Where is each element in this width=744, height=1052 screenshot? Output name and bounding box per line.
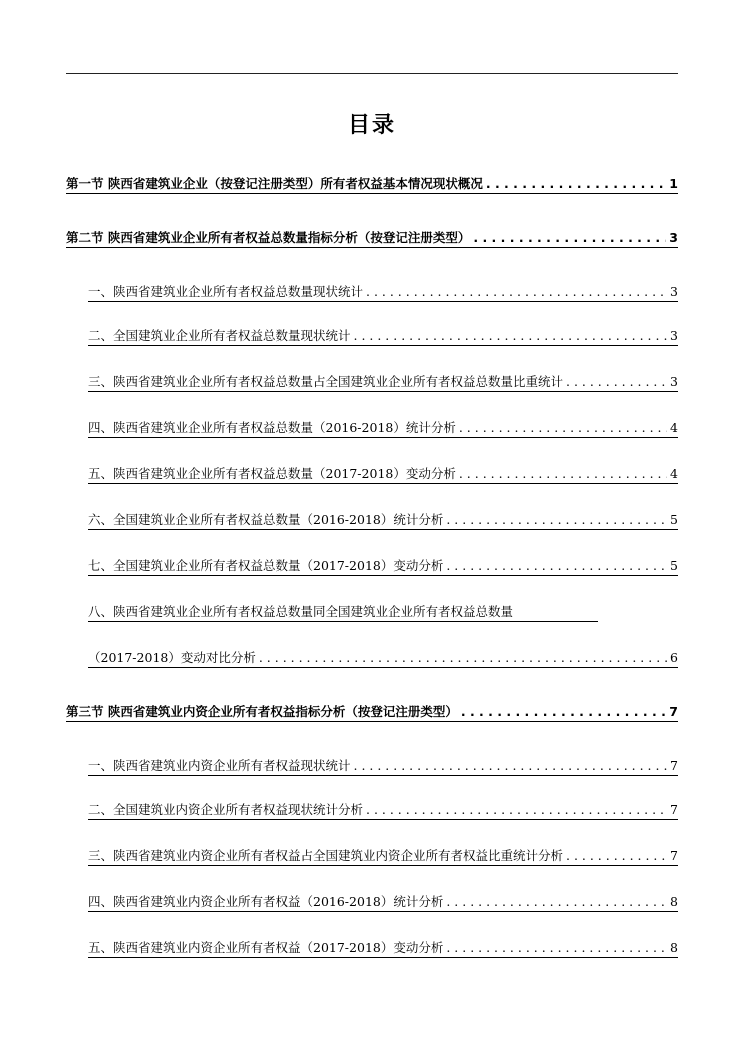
toc-leader-dots [366, 802, 667, 817]
toc-leader-dots [473, 230, 666, 245]
toc-leader-dots [446, 512, 667, 527]
toc-page-number: 3 [669, 230, 678, 245]
toc-leader-dots [566, 848, 667, 863]
toc-entry-3-5[interactable] [88, 938, 678, 958]
toc-page-number: 3 [670, 374, 678, 389]
toc-page-number: 7 [670, 802, 678, 817]
toc-page-number: 6 [670, 650, 678, 665]
toc-entry-label: 三、陕西省建筑业企业所有者权益总数量占全国建筑业企业所有者权益总数量比重统计 [88, 374, 564, 389]
toc-title: 目录 [347, 113, 396, 138]
toc-entry-2-8-line-1[interactable] [88, 602, 598, 622]
toc-page-number: 7 [669, 704, 678, 719]
toc-leader-dots [366, 284, 667, 299]
toc-entry-label: 一、陕西省建筑业内资企业所有者权益现状统计 [88, 758, 351, 773]
toc-entry-label: 三、陕西省建筑业内资企业所有者权益占全国建筑业内资企业所有者权益比重统计分析 [88, 848, 564, 863]
toc-page-number: 3 [670, 284, 678, 299]
toc-page-number: 7 [670, 758, 678, 773]
toc-entry-label: 六、全国建筑业企业所有者权益总数量（2016-2018）统计分析 [88, 512, 444, 527]
toc-page-number: 8 [670, 940, 678, 955]
toc-entry-label: （2017-2018）变动对比分析 [88, 650, 256, 665]
header-rule [66, 73, 678, 74]
toc-entry-label: 二、全国建筑业企业所有者权益总数量现状统计 [88, 328, 351, 343]
toc-leader-dots [354, 758, 668, 773]
toc-entry-2-8-line-2[interactable] [88, 648, 678, 668]
toc-entry-label: 第三节 陕西省建筑业内资企业所有者权益指标分析（按登记注册类型） [66, 704, 458, 719]
toc-entry-label: 五、陕西省建筑业内资企业所有者权益（2017-2018）变动分析 [88, 940, 444, 955]
toc-leader-dots [259, 650, 667, 665]
toc-leader-dots [486, 176, 666, 191]
toc-leader-dots [459, 466, 667, 481]
toc-entry-3-3[interactable] [88, 846, 678, 866]
toc-leader-dots [566, 374, 667, 389]
toc-page-number: 8 [670, 894, 678, 909]
toc-entry-label: 四、陕西省建筑业内资企业所有者权益（2016-2018）统计分析 [88, 894, 444, 909]
toc-page-number: 7 [670, 848, 678, 863]
toc-page-number: 1 [669, 176, 678, 191]
toc-leader-dots [459, 420, 667, 435]
toc-leader-dots [446, 940, 667, 955]
toc-entry-label: 一、陕西省建筑业企业所有者权益总数量现状统计 [88, 284, 364, 299]
toc-entry-label: 二、全国建筑业内资企业所有者权益现状统计分析 [88, 802, 364, 817]
toc-entry-2-7[interactable] [88, 556, 678, 576]
toc-page-number: 5 [670, 558, 678, 573]
toc-entry-3-1[interactable] [88, 756, 678, 776]
toc-leader-dots [354, 328, 668, 343]
toc-entry-label: 五、陕西省建筑业企业所有者权益总数量（2017-2018）变动分析 [88, 466, 456, 481]
toc-entry-2-3[interactable] [88, 372, 678, 392]
toc-entry-3-2[interactable] [88, 800, 678, 820]
toc-leader-dots [446, 894, 667, 909]
toc-entry-2-1[interactable] [88, 282, 678, 302]
toc-page-number: 4 [670, 466, 678, 481]
toc-entry-3-4[interactable] [88, 892, 678, 912]
toc-entry-label: 第一节 陕西省建筑业企业（按登记注册类型）所有者权益基本情况现状概况 [66, 176, 483, 191]
toc-entry-2-2[interactable] [88, 326, 678, 346]
toc-entry-2-5[interactable] [88, 464, 678, 484]
toc-entry-2-4[interactable] [88, 418, 678, 438]
toc-entry-2-6[interactable] [88, 510, 678, 530]
toc-entry-label: 第二节 陕西省建筑业企业所有者权益总数量指标分析（按登记注册类型） [66, 230, 471, 245]
toc-page-number: 4 [670, 420, 678, 435]
toc-page-number: 3 [670, 328, 678, 343]
toc-entry-section-1[interactable] [66, 174, 678, 194]
toc-page-number: 5 [670, 512, 678, 527]
toc-entry-label: 七、全国建筑业企业所有者权益总数量（2017-2018）变动分析 [88, 558, 444, 573]
toc-entry-label: 八、陕西省建筑业企业所有者权益总数量同全国建筑业企业所有者权益总数量 [88, 604, 514, 619]
toc-leader-dots [446, 558, 667, 573]
toc-entry-section-2[interactable] [66, 228, 678, 248]
toc-entry-section-3[interactable] [66, 702, 678, 722]
toc-leader-dots [461, 704, 666, 719]
toc-entry-label: 四、陕西省建筑业企业所有者权益总数量（2016-2018）统计分析 [88, 420, 456, 435]
